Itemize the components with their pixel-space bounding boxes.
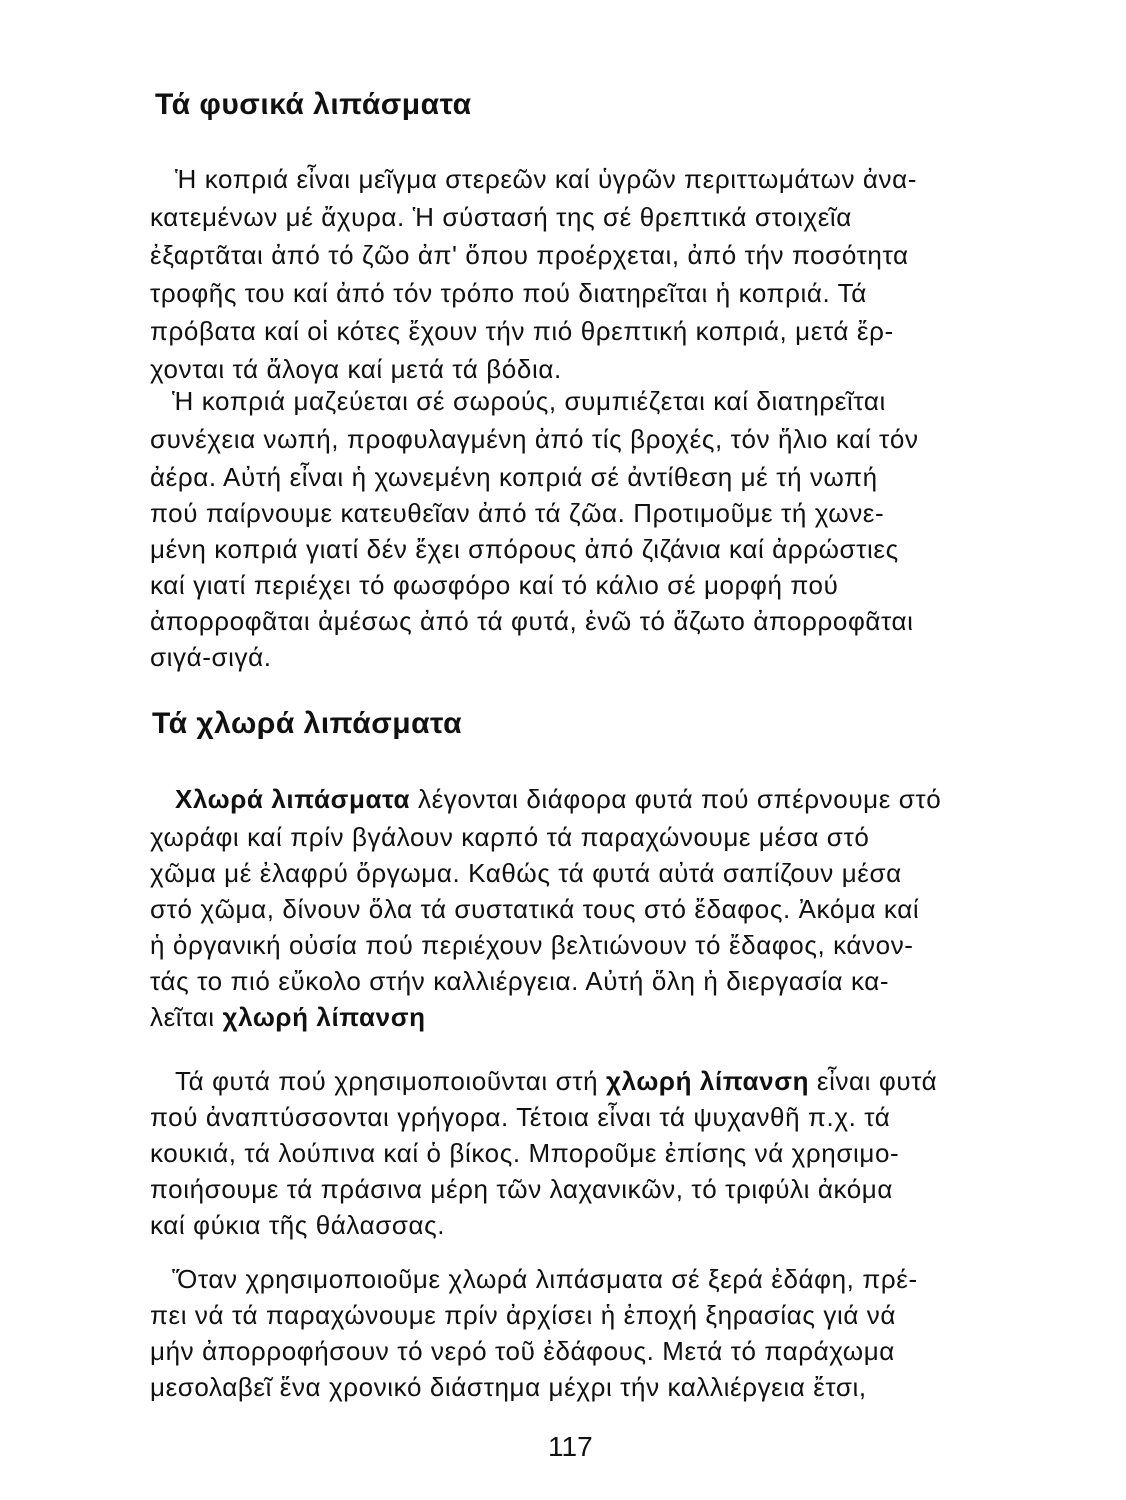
text-line: τάς το πιό εὔκολο στήν καλλιέργεια. Αὐτή ὅλη ἡ διεργασία κα- <box>150 966 890 996</box>
text-line: χονται τά ἄλογα καί μετά τά βόδια. <box>150 354 562 384</box>
text-line: ἀπορροφᾶται ἀμέσως ἀπό τά φυτά, ἐνῶ τό ἄζωτο ἀπορροφᾶται <box>150 606 914 636</box>
text-line: χῶμα μέ ἐλαφρύ ὄργωμα. Καθώς τά φυτά αὐτά σαπίζουν μέσα <box>150 858 902 888</box>
text-line: σιγά-σιγά. <box>150 642 272 672</box>
text-line: ἡ ὀργανική οὐσία πού περιέχουν βελτιώνουν τό ἔδαφος, κάνον- <box>150 930 914 960</box>
text-fragment: εἶναι φυτά <box>809 1066 938 1096</box>
text-line: πού παίρνουμε κατευθεῖαν ἀπό τά ζῶα. Προτιμοῦμε τή χωνε- <box>150 498 885 528</box>
text-line: πού ἀναπτύσσονται γρήγορα. Τέτοια εἶναι τά ψυχανθῆ π.χ. τά <box>150 1102 891 1132</box>
text-line: Ἡ κοπριά εἶναι μεῖγμα στερεῶν καί ὑγρῶν περιττωμάτων ἀνα- <box>175 164 918 194</box>
text-fragment: λεῖται <box>150 1002 223 1032</box>
text-line: στό χῶμα, δίνουν ὅλα τά συστατικά τους στό ἔδαφος. Ἀκόμα καί <box>150 894 920 924</box>
text-line: τροφῆς του καί ἀπό τόν τρόπο πού διατηρεῖται ἡ κοπριά. Τά <box>150 278 867 308</box>
bold-term: χλωρή λίπανση <box>606 1066 810 1096</box>
text-line: συνέχεια νωπή, προφυλαγμένη ἀπό τίς βροχές, τόν ἥλιο καί τόν <box>150 424 919 454</box>
text-line: ποιήσουμε τά πράσινα μέρη τῶν λαχανικῶν, τό τριφύλι ἀκόμα <box>150 1174 894 1204</box>
text-line: καί φύκια τῆς θάλασσας. <box>150 1210 446 1240</box>
bold-term: χλωρή λίπανση <box>222 1002 426 1032</box>
text-line: μένη κοπριά γιατί δέν ἔχει σπόρους ἀπό ζιζάνια καί ἀρρώστιες <box>150 534 899 564</box>
section-heading-green-fertilizers: Τά χλωρά λιπάσματα <box>152 707 463 740</box>
text-line: ἐξαρτᾶται ἀπό τό ζῶο ἀπ' ὅπου προέρχεται, ἀπό τήν ποσότητα <box>150 240 909 270</box>
text-line: χωράφι καί πρίν βγάλουν καρπό τά παραχώνουμε μέσα στό <box>150 822 870 852</box>
page-number: 117 <box>548 1431 593 1462</box>
text-line <box>175 782 941 816</box>
text-line: ἀέρα. Αὐτή εἶναι ἡ χωνεμένη κοπριά σέ ἀντίθεση μέ τή νωπή <box>150 462 878 492</box>
section-heading-natural-fertilizers: Τά φυσικά λιπάσματα <box>155 88 472 121</box>
text-line: πει νά τά παραχώνουμε πρίν ἀρχίσει ἡ ἐποχή ξηρασίας γιά νά <box>150 1300 897 1330</box>
text-line: πρόβατα καί οἱ κότες ἔχουν τήν πιό θρεπτική κοπριά, μετά ἔρ- <box>150 316 894 346</box>
bold-term: Χλωρά λιπάσματα <box>175 784 411 814</box>
text-line: μεσολαβεῖ ἕνα χρονικό διάστημα μέχρι τήν καλλιέργεια ἔτσι, <box>150 1372 867 1402</box>
text-line: μήν ἀπορροφήσουν τό νερό τοῦ ἐδάφους. Μετά τό παράχωμα <box>150 1336 895 1366</box>
text-fragment: λέγονται διάφορα φυτά πού σπέρνουμε στό <box>410 784 942 814</box>
text-line: καί γιατί περιέχει τό φωσφόρο καί τό κάλιο σέ μορφή πού <box>150 570 839 600</box>
text-line <box>175 1064 937 1098</box>
text-line: κουκιά, τά λούπινα καί ὁ βίκος. Μποροῦμε ἐπίσης νά χρησιμο- <box>150 1138 900 1168</box>
text-fragment: Τά φυτά πού χρησιμοποιοῦνται στή <box>175 1066 607 1096</box>
text-line: Ἡ κοπριά μαζεύεται σέ σωρούς, συμπιέζεται καί διατηρεῖται <box>172 386 886 416</box>
text-line <box>150 1000 426 1034</box>
text-line: κατεμένων μέ ἄχυρα. Ἡ σύστασή της σέ θρεπτικά στοιχεῖα <box>150 202 852 232</box>
text-line: Ὅταν χρησιμοποιοῦμε χλωρά λιπάσματα σέ ξερά ἐδάφη, πρέ- <box>172 1264 918 1294</box>
